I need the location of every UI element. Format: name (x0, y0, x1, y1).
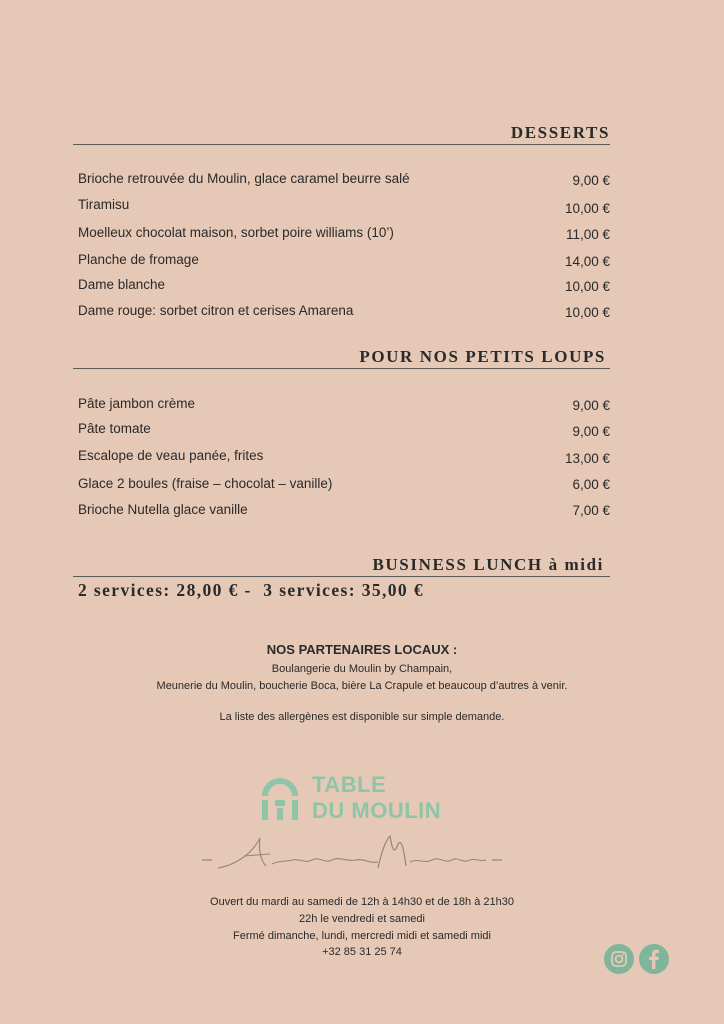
item-name: Planche de fromage (78, 252, 199, 267)
item-price: 9,00 € (572, 424, 610, 439)
hours-line-2: 22h le vendredi et samedi (299, 913, 425, 925)
item-name: Dame blanche (78, 277, 166, 292)
menu-item (78, 169, 610, 189)
item-name: Pâte tomate (78, 421, 151, 436)
item-price: 7,00 € (572, 503, 610, 518)
chef-signature (200, 830, 510, 880)
item-price: 10,00 € (564, 305, 610, 320)
menu-item (78, 474, 610, 494)
menu-item (78, 223, 610, 243)
allergen-note: La liste des allergènes est disponible sur simple demande. (219, 711, 505, 723)
partners-line-2: Meunerie du Moulin, boucherie Boca, bière La Crapule et beaucoup d’autres à venir. (156, 680, 568, 692)
business-lunch-heading: BUSINESS LUNCH à midi (73, 555, 610, 577)
menu-item (78, 195, 610, 215)
menu-item (78, 394, 610, 414)
item-name: Dame rouge: sorbet citron et cerises Amarena (78, 303, 354, 318)
menu-item (78, 446, 610, 466)
item-name: Escalope de veau panée, frites (78, 448, 264, 463)
logo-line-1: TABLE (312, 772, 387, 797)
hours-line-3: Fermé dimanche, lundi, mercredi midi et samedi midi (233, 930, 491, 942)
partners-line-1: Boulangerie du Moulin by Champain, (271, 663, 453, 675)
partners-title: NOS PARTENAIRES LOCAUX : (266, 642, 458, 657)
instagram-icon[interactable] (604, 944, 634, 974)
desserts-heading: DESSERTS (73, 123, 610, 145)
item-price: 11,00 € (565, 227, 610, 242)
item-price: 10,00 € (564, 201, 610, 216)
menu-item (78, 250, 610, 270)
item-name: Brioche Nutella glace vanille (78, 502, 248, 517)
menu-item (78, 419, 610, 439)
hours-line-1: Ouvert du mardi au samedi de 12h à 14h30 et de 18h à 21h30 (210, 896, 514, 908)
item-price: 6,00 € (572, 477, 610, 492)
restaurant-logo (262, 772, 472, 828)
business-lunch-prices: 2 services: 28,00 € - 3 services: 35,00 € (78, 580, 425, 600)
item-price: 13,00 € (564, 451, 610, 466)
facebook-icon[interactable] (639, 944, 669, 974)
item-name: Pâte jambon crème (78, 396, 196, 411)
menu-item (78, 275, 610, 295)
item-name: Moelleux chocolat maison, sorbet poire williams (10’) (78, 225, 394, 240)
mill-door-icon (262, 776, 298, 820)
phone-number: +32 85 31 25 74 (322, 946, 402, 958)
item-price: 14,00 € (564, 254, 610, 269)
menu-item (78, 500, 610, 520)
kids-menu-heading: POUR NOS PETITS LOUPS (73, 347, 610, 369)
item-price: 10,00 € (564, 279, 610, 294)
item-name: Brioche retrouvée du Moulin, glace caramel beurre salé (78, 171, 410, 186)
item-price: 9,00 € (572, 173, 610, 188)
logo-line-2: DU MOULIN (312, 798, 442, 823)
item-name: Tiramisu (78, 197, 130, 212)
item-price: 9,00 € (572, 398, 610, 413)
item-name: Glace 2 boules (fraise – chocolat – vanille) (78, 476, 333, 491)
menu-item (78, 301, 610, 321)
